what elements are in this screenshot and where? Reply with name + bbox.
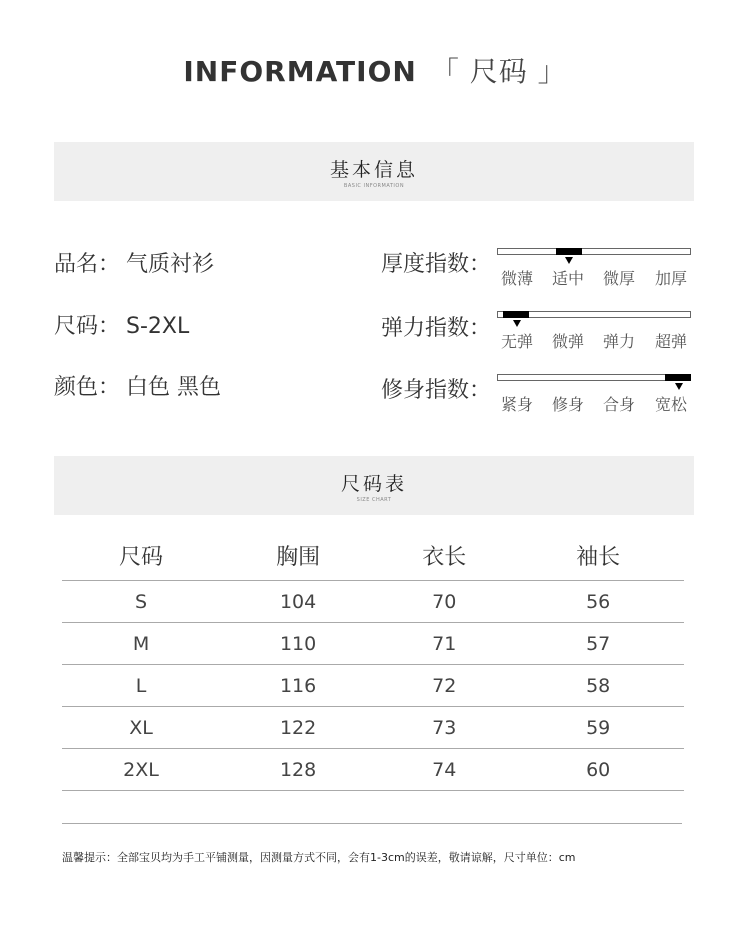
scale-marker-fill <box>665 374 691 381</box>
table-cell: 128 <box>220 749 376 791</box>
size-chart-title: 尺码表 <box>340 473 407 495</box>
table-cell: 58 <box>512 665 684 707</box>
info-row-size <box>54 309 189 340</box>
measurement-note: 温馨提示：全部宝贝均为手工平铺测量，因测量方式不同，会有1-3cm的误差，敬请谅解，尺寸单位：cm <box>62 851 576 864</box>
info-label: 颜色： <box>54 375 121 400</box>
scale-option-selected: 适中 <box>552 269 585 288</box>
fit-index-label: 修身指数： <box>381 378 492 403</box>
info-value: 气质衬衫 <box>126 252 215 277</box>
table-cell: XL <box>62 707 220 749</box>
table-header-row <box>62 530 684 581</box>
fit-index-scale <box>497 374 691 414</box>
table-cell: 71 <box>376 623 512 665</box>
size-chart-banner <box>54 456 694 515</box>
scale-marker-fill <box>556 248 582 255</box>
scale-bar <box>497 248 691 255</box>
info-row-color <box>54 370 221 401</box>
thickness-index-scale <box>497 248 691 288</box>
table-row <box>62 749 684 791</box>
table-cell: 70 <box>376 581 512 623</box>
table-cell: 122 <box>220 707 376 749</box>
scale-option: 微厚 <box>603 269 636 288</box>
size-chart-subtitle: SIZE CHART <box>356 497 392 503</box>
table-header-cell: 胸围 <box>220 530 376 581</box>
size-table <box>62 530 684 791</box>
table-row <box>62 581 684 623</box>
scale-option: 合身 <box>603 395 636 414</box>
scale-option: 弹力 <box>603 332 636 351</box>
scale-pointer-icon <box>675 383 683 390</box>
basic-info-subtitle: BASIC INFORMATION <box>343 183 405 189</box>
table-cell: 57 <box>512 623 684 665</box>
info-value: 白色 黑色 <box>126 375 222 400</box>
heading-chinese: 「 尺码 」 <box>430 55 567 88</box>
scale-pointer-icon <box>565 257 573 264</box>
table-cell: S <box>62 581 220 623</box>
scale-bar <box>497 374 691 381</box>
scale-option: 超弹 <box>655 332 688 351</box>
scale-marker-fill <box>503 311 529 318</box>
table-row <box>62 623 684 665</box>
scale-option: 修身 <box>552 395 585 414</box>
scale-option: 紧身 <box>501 395 534 414</box>
table-cell: 104 <box>220 581 376 623</box>
table-cell: L <box>62 665 220 707</box>
table-header-cell: 袖长 <box>512 530 684 581</box>
info-row-name <box>54 247 214 278</box>
table-row <box>62 707 684 749</box>
table-row <box>62 665 684 707</box>
info-label: 品名： <box>54 252 121 277</box>
scale-option-selected: 宽松 <box>655 395 688 414</box>
scale-option: 加厚 <box>655 269 688 288</box>
table-cell: 56 <box>512 581 684 623</box>
divider <box>62 823 682 824</box>
table-cell: 72 <box>376 665 512 707</box>
table-cell: 73 <box>376 707 512 749</box>
table-cell: M <box>62 623 220 665</box>
table-cell: 59 <box>512 707 684 749</box>
scale-option: 微薄 <box>501 269 534 288</box>
table-header-cell: 尺码 <box>62 530 220 581</box>
table-cell: 74 <box>376 749 512 791</box>
basic-info-title: 基本信息 <box>329 159 418 181</box>
page-heading <box>0 50 750 90</box>
heading-english: INFORMATION <box>183 55 417 88</box>
elasticity-index-label: 弹力指数： <box>381 316 492 341</box>
thickness-index-label: 厚度指数： <box>381 252 492 277</box>
scale-option: 微弹 <box>552 332 585 351</box>
table-cell: 60 <box>512 749 684 791</box>
scale-option-selected: 无弹 <box>501 332 534 351</box>
table-cell: 116 <box>220 665 376 707</box>
table-cell: 110 <box>220 623 376 665</box>
scale-pointer-icon <box>513 320 521 327</box>
scale-bar <box>497 311 691 318</box>
info-label: 尺码： <box>54 314 121 339</box>
info-value: S-2XL <box>126 314 190 339</box>
elasticity-index-scale <box>497 311 691 351</box>
basic-info-banner <box>54 142 694 201</box>
table-header-cell: 衣长 <box>376 530 512 581</box>
table-cell: 2XL <box>62 749 220 791</box>
